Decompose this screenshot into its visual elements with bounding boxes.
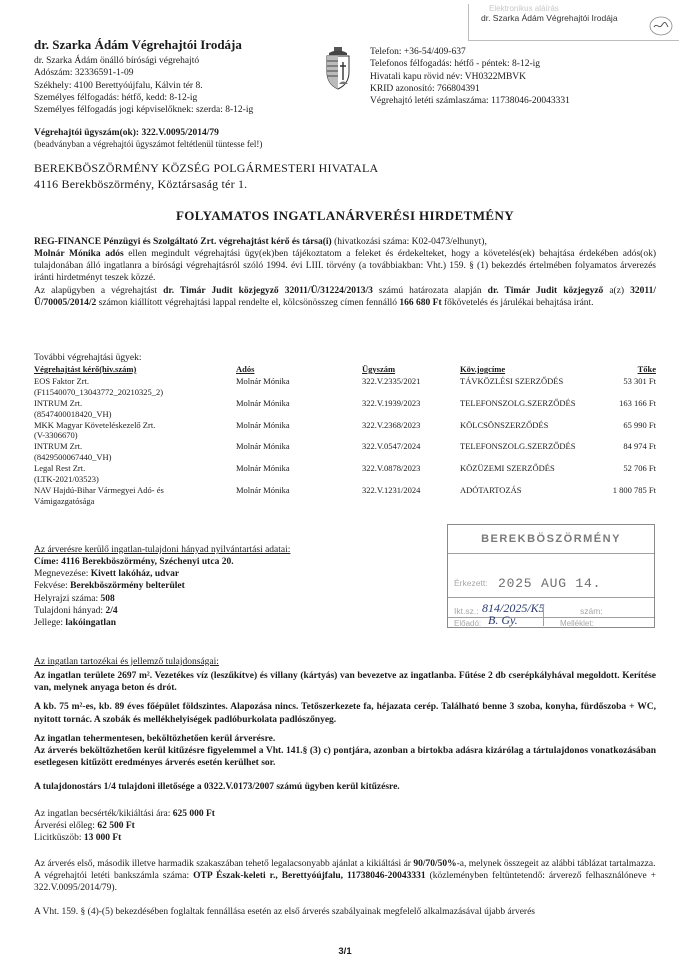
stamp-handler-handwritten: B. Gy. (488, 613, 518, 627)
case-note: (beadványban a végrehajtói ügyszámot feltétlenül tüntesse fel!) (34, 139, 263, 149)
text-span: -a, melynek összegeit az alábbi táblázat tartalmazza. (456, 859, 656, 869)
property-section (34, 544, 434, 629)
cell-case: 322.V.0878/2023 (362, 463, 421, 473)
cell-creditor (34, 441, 236, 463)
label: Jellege: (34, 617, 66, 628)
intro-p1 (34, 236, 656, 248)
label: Megnevezése: (34, 569, 91, 580)
text-span: (közleményben feltüntetendő: árverező felhasználóneve + 322.V.0095/2014/79). (34, 871, 657, 894)
cell-debtor: Molnár Mónika (236, 397, 290, 408)
col-header: Adós (236, 364, 255, 374)
label: Helyrajzi száma: (34, 593, 101, 604)
price-deposit (34, 820, 215, 832)
label: Tulajdoni hányad: (34, 605, 106, 616)
stamp-received-date: 2025 AUG 14. (498, 576, 602, 591)
office-details (34, 55, 253, 117)
cell-title: ADÓTARTOZÁS (460, 484, 522, 495)
office-line: dr. Szarka Ádám önálló bírósági végrehajtó (34, 56, 200, 66)
debtor-name: Molnár Mónika adós (34, 249, 124, 260)
cell-title: TELEFONSZOLG.SZERZŐDÉS (460, 397, 576, 408)
office-line: Személyes félfogadás jogi képviselőknek: szerda: 8-12-ig (34, 105, 254, 116)
creditor: NAV Hajdú-Bihar Vármegyei Adó- és (34, 484, 164, 495)
property-address: Címe: 4116 Berekböszörmény, Széchenyi utca 20. (34, 557, 234, 568)
value: 508 (100, 593, 115, 604)
office-line: Adószám: 32336591-1-09 (34, 68, 134, 79)
cell-amount: 53 301 Ft (623, 376, 656, 386)
receipt-stamp (447, 524, 655, 628)
cell-amount: 84 974 Ft (623, 441, 656, 452)
case-number: Végrehajtói ügyszám(ok): 322.V.0095/2014/79 (34, 128, 219, 138)
text-span: Az árverés első, második illetve harmadik szakaszában tehető legalacsonyabb ajánlat a kikiáltási ár (34, 859, 414, 869)
contact-line: KRID azonosító: 766804391 (370, 84, 480, 95)
features-p4: Az árverés beköltözhetően kerül kitűzésre figyelemmel a Vht. 141.§ (3) c) pontjára, azonban a birtokba adásra kizárólag a tártulajdonos vonatkozásában esetlegesen kitűzött eredményes árverés esetén kerülhet sor. (34, 745, 656, 769)
text-span: főkövetelés és járulékai behajtása iránt. (441, 297, 594, 308)
contact-line: Hivatali kapu rövid név: VH0322MBVK (370, 71, 527, 82)
cell-creditor (34, 463, 236, 485)
property-location (34, 580, 434, 592)
features-p3: Az ingatlan tehermentesen, beköltözhetően kerül árverésre. (34, 733, 276, 744)
creditor-ref: (8429500067440_VH) (34, 452, 112, 463)
cell-title: KÖLCSÖNSZERZŐDÉS (460, 419, 549, 430)
creditor: EOS Faktor Zrt. (34, 376, 90, 386)
creditor-ref: Vámigazgatósága (34, 495, 95, 506)
creditor-ref: (V-3306670) (34, 430, 78, 441)
col-header: Köv.jogcíme (460, 364, 506, 374)
intro-text (34, 236, 656, 309)
cell-case: 322.V.0547/2024 (362, 441, 421, 452)
features-p1: Az ingatlan területe 2697 m². Vezetékes víz (leszűkítve) és villany (kártyás) van bevezetve az ingatlanba. Fűtése 2 db cserépkályhával megoldott. Kerítése van, melynek anyaga beton és drót. (34, 671, 656, 694)
cell-creditor (34, 398, 236, 420)
label: Az ingatlan becsérték/kikiáltási ára: (34, 809, 173, 819)
property-nature (34, 617, 434, 629)
text-span: dr. Timár Judit közjegyző 32011/Ü/31224/2013/3 (163, 285, 373, 296)
cell-case: 322.V.1939/2023 (362, 397, 421, 408)
label: Licitküszöb: (34, 833, 84, 844)
signature-icon (649, 16, 673, 36)
text-span: OTP Észak-keleti r., Berettyóújfalu, 11738046-20043331 (193, 871, 426, 882)
label: Fekvése: (34, 581, 71, 592)
contact-line: Végrehajtó letéti számlaszáma: 11738046-20043331 (370, 96, 570, 107)
signature-stamp-label: dr. Szarka Ádám Végrehajtói Irodája (481, 13, 618, 23)
cell-case: 322.V.2368/2023 (362, 419, 421, 430)
cell-title: KÖZÜZEMI SZERZŐDÉS (460, 463, 555, 473)
intro-p3 (34, 285, 656, 309)
addressee-name: BEREKBÖSZÖRMÉNY KÖZSÉG POLGÁRMESTERI HIVATALA (34, 161, 379, 175)
text-span: 166 680 Ft (399, 297, 442, 308)
cell-debtor: Molnár Mónika (236, 463, 290, 473)
coat-of-arms-icon (320, 46, 356, 90)
creditor-ref: (hivatkozási száma: K02-0473/elhunyt), (331, 237, 487, 247)
table-row (34, 398, 656, 420)
creditor: MKK Magyar Követeléskezelő Zrt. (34, 419, 156, 430)
document-heading: FOLYAMATOS INGATLANÁRVERÉSI HIRDETMÉNY (175, 208, 515, 223)
cell-amount: 65 990 Ft (623, 419, 656, 430)
cell-amount: 163 166 Ft (619, 397, 656, 408)
cell-debtor: Molnár Mónika (236, 419, 290, 430)
cell-title: TÁVKÖZLÉSI SZERZŐDÉS (460, 376, 564, 386)
text-span: 32011/Ü/70005/2014/2 (34, 285, 656, 308)
addressee-address: 4116 Berekböszörmény, Köztársaság tér 1. (34, 177, 248, 192)
property-title: Az árverésre kerülő ingatlan-tulajdoni hányad nyilvántartási adatai: (34, 545, 291, 555)
closing-section (34, 858, 656, 919)
col-header: Tőke (637, 364, 656, 374)
property-designation (34, 568, 434, 580)
value: Kivett lakóház, udvar (90, 569, 180, 580)
stamp-file-handwritten: 814/2025/K5 (482, 601, 545, 615)
table-row (34, 485, 656, 507)
cell-debtor: Molnár Mónika (236, 376, 290, 386)
text-span: A végrehajtói letéti bankszámla száma: (34, 871, 194, 882)
table-row (34, 376, 656, 398)
features-section (34, 656, 656, 793)
office-line: Székhely: 4100 Berettyóújfalu, Kálvin tér 8. (34, 80, 203, 91)
closing-p3: A Vht. 159. § (4)-(5) bekezdésében foglaltak fennállása esetén az első árverés szabályainak megfelelő alkalmazásával újabb árverés (34, 907, 535, 918)
text-span: számon kiállított végrehajtási lappal rendelte el, kölcsönösszeg címen fennálló (96, 297, 400, 308)
cell-creditor (34, 376, 236, 398)
label: Árverési előleg: (34, 821, 98, 832)
table-row (34, 441, 656, 463)
signature-stamp-faint: Elektronikus aláírás (489, 4, 559, 13)
value: lakóingatlan (65, 617, 117, 628)
contact-details (370, 46, 570, 108)
stamp-attach-label: Melléklet: (560, 619, 594, 628)
value: 13 000 Ft (83, 833, 122, 844)
value: 2/4 (105, 605, 118, 616)
cell-case: 322.V.1231/2024 (362, 484, 421, 495)
features-title: Az ingatlan tartozékai és jellemző tulajdonságai: (34, 657, 219, 667)
text-span: számú határozata alapján (372, 285, 488, 296)
text-span: 90/70/50% (413, 859, 457, 869)
table-header-row (34, 364, 656, 376)
cell-amount: 52 706 Ft (623, 463, 656, 473)
text-span: a(z) (603, 285, 631, 296)
stamp-file-label: Ikt.sz.: (454, 606, 479, 616)
text-span: Az alapügyben a végrehajtást (34, 285, 164, 296)
creditor: Legal Rest Zrt. (34, 463, 86, 473)
closing-p2 (34, 870, 656, 894)
closing-p1 (34, 858, 656, 870)
price-value (34, 808, 215, 820)
value: 62 500 Ft (97, 821, 135, 832)
table-row (34, 463, 656, 485)
cell-amount: 1 800 785 Ft (612, 484, 656, 495)
signature-stamp (468, 4, 679, 41)
further-cases-title: További végrehajtási ügyek: (34, 353, 142, 363)
features-p5: A tulajdonostárs 1/4 tulajdoni illetősége a 0322.V.0173/2007 számú ügyben kerül kitűzésre. (34, 782, 400, 793)
cell-debtor: Molnár Mónika (236, 441, 290, 452)
intro-p2-text: ellen megindult végrehajtási ügy(ek)ben tájékoztatom a feleket és érdekelteket, hogy a követelés(ek) behajtása érdekében adós(ok) tulajdonában álló ingatlanra a bírósági végrehajtásról szóló 1994. évi LIII. törvény (a továbbiakban: Vht.) 159. § (1) bekezdés értelmében folyamatos árverezés iránti hirdetményt teszek közzé. (34, 249, 656, 284)
pricing-section (34, 808, 215, 844)
text-span: dr. Timár Judit közjegyző (487, 285, 604, 296)
table-row (34, 420, 656, 442)
cell-case: 322.V.2335/2021 (362, 376, 421, 386)
stamp-handler-label: Előadó: (454, 619, 482, 628)
cell-creditor (34, 485, 236, 507)
stamp-org: BEREKBÖSZÖRMÉNY (481, 533, 621, 545)
office-line: Személyes félfogadás: hétfő, kedd: 8-12-ig (34, 93, 198, 104)
page-number: 3/1 (338, 946, 352, 957)
creditor-name: REG-FINANCE Pénzügyi és Szolgáltató Zrt. végrehajtást kérő és társa(i) (34, 237, 332, 247)
contact-line: Telefonos félfogadás: hétfő - péntek: 8-12-ig (370, 59, 541, 70)
office-title: dr. Szarka Ádám Végrehajtói Irodája (34, 37, 242, 52)
creditor-ref: (8547400018420_VH) (34, 408, 112, 419)
creditor: INTRUM Zrt. (34, 397, 83, 408)
value: 625 000 Ft (172, 809, 215, 819)
intro-p2 (34, 248, 656, 284)
addressee (34, 160, 378, 192)
features-p2: A kb. 75 m²-es, kb. 89 éves főépület földszintes. Alapozása nincs. Tetőszerkezete fa, héjazata cerép. Található benne 3 szoba, konyha, fürdőszoba + WC, nyitott tornác. A szobák és mellékhelyiségek padlóburkolata padlószőnyeg. (34, 702, 656, 725)
creditor-ref: (LTK-2021/03523) (34, 473, 99, 484)
property-share (34, 605, 434, 617)
cell-title: TELEFONSZOLG.SZERZŐDÉS (460, 441, 576, 452)
price-step (34, 832, 215, 844)
cell-debtor: Molnár Mónika (236, 484, 290, 495)
value: Berekböszörmény belterület (70, 581, 185, 592)
contact-line: Telefon: +36-54/409-637 (370, 47, 466, 57)
property-lot (34, 593, 434, 605)
further-cases-table (34, 364, 656, 507)
col-header: Végrehajtást kérő(hiv.szám) (34, 364, 137, 374)
cell-creditor (34, 420, 236, 442)
creditor-ref: (F11540070_13043772_20210325_2) (34, 386, 164, 397)
col-header: Ügyszám (362, 364, 396, 374)
stamp-received-label: Érkezett: (454, 578, 488, 588)
creditor: INTRUM Zrt. (34, 441, 83, 452)
stamp-num-label: szám: (580, 606, 603, 616)
